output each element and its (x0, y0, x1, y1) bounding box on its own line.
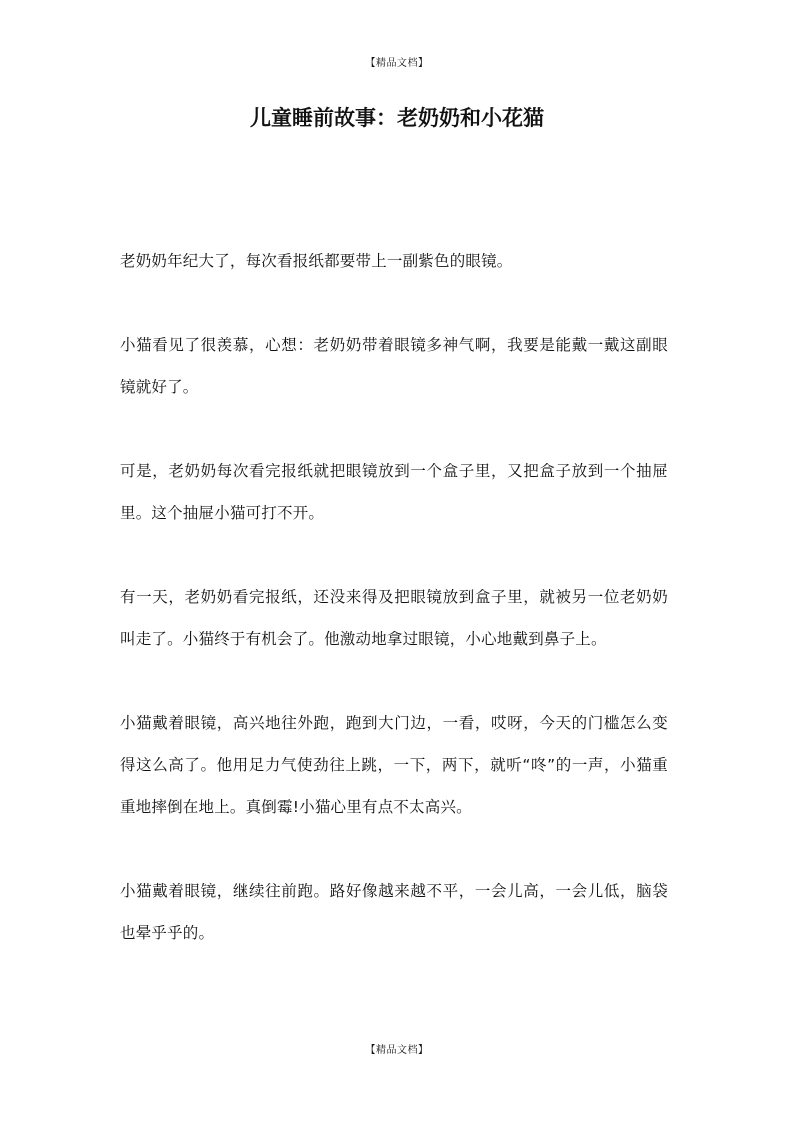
document-title: 儿童睡前故事：老奶奶和小花猫 (250, 105, 544, 130)
page-footer: 【精品文档】 (365, 1045, 429, 1056)
paragraph-4: 有一天，老奶奶看完报纸，还没来得及把眼镜放到盒子里，就被另一位老奶奶叫走了。小猫终于有机会了。他激动地拿过眼镜，小心地戴到鼻子上。 (120, 588, 668, 648)
page-header: 【精品文档】 (365, 58, 429, 69)
paragraph-1: 老奶奶年纪大了，每次看报纸都要带上一副紫色的眼镜。 (120, 252, 513, 270)
paragraph-2: 小猫看见了很羡慕，心想：老奶奶带着眼镜多神气啊，我要是能戴一戴这副眼镜就好了。 (120, 336, 668, 396)
paragraph-5: 小猫戴着眼镜，高兴地往外跑，跑到大门边，一看，哎呀，今天的门槛怎么变得这么高了。他用足力气使劲往上跳，一下，两下，就听“咚”的一声，小猫重重地摔倒在地上。真倒霉!小猫心里有点不太高兴。 (120, 714, 668, 816)
paragraph-3: 可是，老奶奶每次看完报纸就把眼镜放到一个盒子里，又把盒子放到一个抽屉里。这个抽屉小猫可打不开。 (120, 462, 668, 522)
paragraph-6: 小猫戴着眼镜，继续往前跑。路好像越来越不平，一会儿高，一会儿低，脑袋也晕乎乎的。 (120, 882, 668, 942)
